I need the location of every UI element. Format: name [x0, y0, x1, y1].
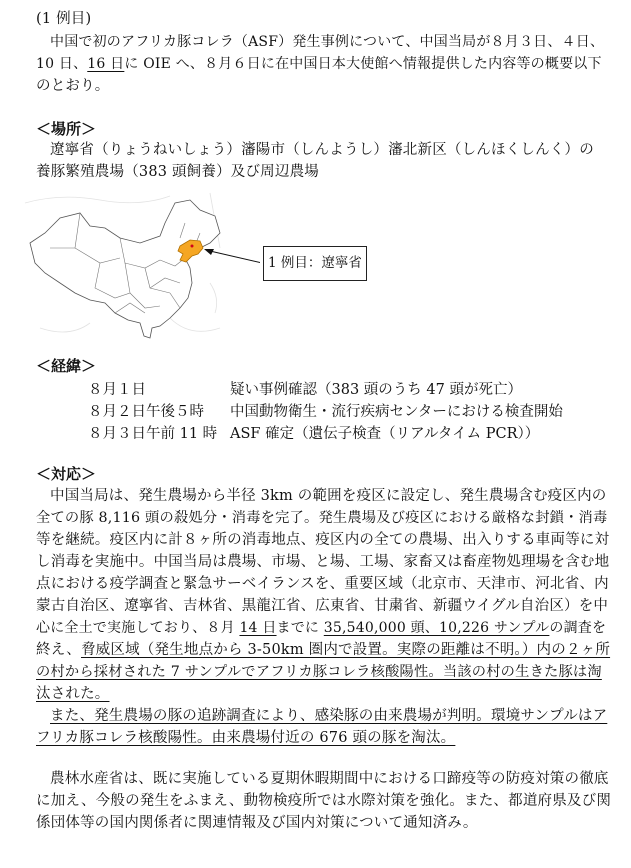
case-label: (1 例目): [36, 11, 92, 27]
timeline-event: 疑い事例確認（383 頭のうち 47 頭が死亡）: [230, 382, 522, 398]
outbreak-marker: [191, 245, 194, 248]
response-line: 等を継続。疫区内に計８ヶ所の消毒地点、疫区内の全ての農場、出入りする車両等に対: [36, 532, 610, 548]
maff-line: に加え、今般の発生をふまえ、動物検疫所では水際対策を強化。また、都道府県及び関: [36, 793, 612, 809]
underlined-date: 16 日: [87, 56, 125, 72]
intro-line: のとおり。: [36, 78, 110, 94]
response-line: [36, 619, 606, 637]
callout-arrow-line: [210, 251, 260, 263]
maff-line: 係団体等の国内関係者に関連情報及び国内対策について通知済み。: [36, 815, 478, 831]
response-line: 汰された。: [36, 686, 110, 702]
response-line: し消毒を実施中。中国当局は農場、市場、と場、工場、家畜又は畜産物処理場を含む地: [36, 554, 610, 570]
location-line: 養豚繁殖農場（383 頭飼養）及び周辺農場: [36, 164, 319, 180]
intro-line: [36, 55, 602, 73]
intro-text: に OIE へ、８月６日に在中国日本大使館へ情報提供した内容等の概要以下: [124, 56, 602, 72]
underlined-date: 14 日: [239, 620, 277, 636]
response-line: [36, 641, 610, 659]
china-map: [20, 188, 260, 353]
response-line: 点における疫学調査と緊急サーベイランスを、重要区域（北京市、天津市、河北省、内: [36, 576, 609, 592]
timeline-date: ８月３日午前 11 時: [88, 426, 218, 442]
underlined-text: 脅威区域（発生地点から 3-50km 圏内で設置。実際の距離は不明。）内の２ヶ所: [80, 642, 611, 658]
response-line: フリカ豚コレラ核酸陽性。由来農場付近の 676 頭の豚を淘汰。: [36, 730, 456, 746]
response-text: 心に全土で実施しており、８月: [36, 620, 240, 636]
response-heading: ＜対応＞: [36, 465, 97, 483]
response-text: の調査を: [549, 620, 607, 636]
china-outline: [30, 200, 220, 338]
intro-text: 10 日、: [36, 56, 88, 72]
timeline-date: ８月１日: [88, 382, 146, 398]
map-callout: 1 例目：遼寧省: [263, 246, 367, 281]
response-line: 全ての豚 8,116 頭の殺処分・消毒を完了。発生農場及び疫区における厳格な封鎖・消毒: [36, 510, 608, 526]
timeline-heading: ＜経緯＞: [36, 357, 97, 375]
callout-arrow-head: [204, 249, 214, 255]
underlined-count: 35,540,000 頭、10,226 サンプル: [323, 620, 550, 636]
response-line: 蒙古自治区、遼寧省、吉林省、黒龍江省、広東省、甘粛省、新疆ウイグル自治区）を中: [36, 598, 609, 614]
response-line: [36, 707, 607, 725]
response-text: 終え、: [36, 642, 81, 658]
timeline-date: ８月２日午後５時: [88, 404, 204, 420]
timeline-event: ASF 確定（遺伝子検査（リアルタイム PCR））: [230, 426, 540, 442]
response-line: の村から採材された 7 サンプルでアフリカ豚コレラ核酸陽性。当該の村の生きた豚は淘: [36, 664, 602, 680]
response-text: までに: [276, 620, 324, 636]
location-heading: ＜場所＞: [36, 120, 97, 138]
location-line: 遼寧省（りょうねいしょう）瀋陽市（しんようし）瀋北新区（しんほくしんく）の: [50, 142, 594, 158]
intro-line: 中国で初のアフリカ豚コレラ（ASF）発生事例について、中国当局が８月３日、４日、: [50, 34, 605, 50]
response-text: また、発生農場の豚の追跡調査により、感染豚の由来農場が判明。環境サンプルはア: [50, 708, 608, 724]
maff-line: 農林水産省は、既に実施している夏期休暇期間中における口蹄疫等の防疫対策の徹底: [50, 771, 609, 787]
timeline-event: 中国動物衛生・流行疾病センターにおける検査開始: [230, 404, 563, 420]
response-line: 中国当局は、発生農場から半径 3km の範囲を疫区に設定し、発生農場含む疫区内の: [50, 488, 607, 504]
